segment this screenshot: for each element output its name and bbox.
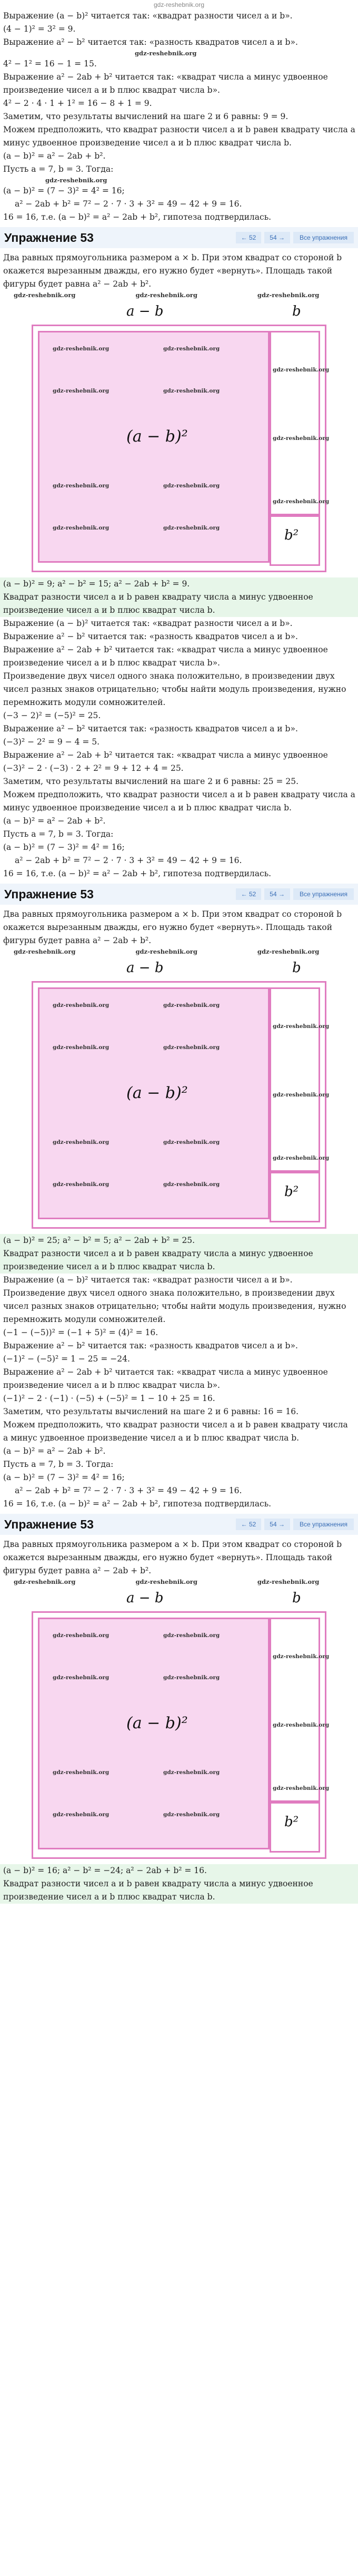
watermark: gdz-reshebnik.org <box>53 483 110 489</box>
text-line: окажется вырезанным дважды, его нужно будет «вернуть». Площадь такой <box>3 1553 333 1562</box>
section-nav <box>236 232 354 243</box>
text-line: Выражение a² − 2ab + b² читается так: «квадрат числа a минус удвоенное <box>3 72 328 82</box>
watermark: gdz-reshebnik.org <box>257 948 320 955</box>
text-line: Выражение a² − 2ab + b² читается так: «квадрат числа a минус удвоенное <box>3 645 328 654</box>
text-line: (a − b)² = a² − 2ab + b². <box>3 816 106 826</box>
text-line: минус удвоенное произведение чисел a и b плюс квадрат числа b. <box>3 138 292 148</box>
center-label: (a − b)² <box>126 1084 188 1102</box>
text-line: Выражение a² − b² читается так: «разность квадратов чисел a и b». <box>3 1341 298 1350</box>
text-line: (a − b)² = a² − 2ab + b². <box>3 1446 106 1456</box>
corner-label: b² <box>284 1814 299 1830</box>
section-nav <box>236 888 354 900</box>
watermark: gdz-reshebnik.org <box>163 346 220 352</box>
text-line: 16 = 16, т.е. (a − b)² = a² − 2ab + b², гипотеза подтвердилась. <box>3 1499 272 1509</box>
text-line: произведение чисел a и b плюс квадрат числа b». <box>3 658 220 668</box>
text-line: (a − b)² = a² − 2ab + b². <box>3 151 106 161</box>
text-line: (a − b)² = 16; a² − b² = −24; a² − 2ab + b² = 16. <box>3 1866 207 1875</box>
part1-intro <box>0 9 358 224</box>
text-line: окажется вырезанным дважды, его нужно будет «вернуть». Площадь такой <box>3 266 333 276</box>
text-line: a² − 2ab + b² = 7² − 2 · 7 · 3 + 3² = 49 − 42 + 9 = 16. <box>15 199 242 209</box>
all-exercises-button[interactable]: Все упражнения <box>293 888 354 900</box>
text-line: a² − 2ab + b² = 7² − 2 · 7 · 3 + 3² = 49 − 42 + 9 = 16. <box>15 1486 242 1495</box>
right-strip <box>270 331 320 515</box>
part2-result <box>0 1234 358 1274</box>
watermark: gdz-reshebnik.org <box>273 498 330 505</box>
text-line: Два равных прямоугольника размером a × b. При этом квадрат со стороной b <box>3 253 342 262</box>
text-line: Выражение a² − b² читается так: «разность квадратов чисел a и b». <box>3 724 298 733</box>
diagram-figure <box>21 1590 337 1864</box>
watermark: gdz-reshebnik.org <box>273 1785 330 1791</box>
site-header[interactable]: gdz-reshebnik.org <box>153 1 205 8</box>
watermark: gdz-reshebnik.org <box>163 388 220 394</box>
text-line: (a − b)² = (7 − 3)² = 4² = 16; <box>3 843 125 852</box>
text-line: Заметим, что результаты вычислений на шаге 2 и 6 равны: 25 = 25. <box>3 777 299 786</box>
watermark: gdz-reshebnik.org <box>53 388 110 394</box>
text-line: Выражение a² − 2ab + b² читается так: «квадрат числа a минус удвоенное <box>3 1367 328 1377</box>
watermark-row <box>3 947 355 956</box>
watermark: gdz-reshebnik.org <box>273 1092 330 1098</box>
text-line: окажется вырезанным дважды, его нужно будет «вернуть». Площадь такой <box>3 923 333 932</box>
corner-label: b² <box>284 527 299 543</box>
watermark: gdz-reshebnik.org <box>163 1632 220 1639</box>
right-strip <box>270 1618 320 1802</box>
section-title: Упражнение 53 <box>4 1517 94 1531</box>
watermark: gdz-reshebnik.org <box>257 291 320 299</box>
task-text <box>0 251 358 299</box>
watermark: gdz-reshebnik.org <box>14 948 76 955</box>
watermark: gdz-reshebnik.org <box>163 525 220 531</box>
text-line: (−3 − 2)² = (−5)² = 25. <box>3 711 101 720</box>
text-line: (4 − 1)² = 3² = 9. <box>3 24 76 34</box>
text-line: (a − b)² = 9; a² − b² = 15; a² − 2ab + b² = 9. <box>3 579 190 589</box>
watermark: gdz-reshebnik.org <box>53 1769 110 1776</box>
text-line: Квадрат разности чисел a и b равен квадрату числа a минус удвоенное <box>3 592 313 602</box>
text-line: Заметим, что результаты вычислений на шаге 2 и 6 равны: 16 = 16. <box>3 1407 299 1416</box>
section-nav <box>236 1519 354 1530</box>
text-line: (−3)² − 2² = 9 − 4 = 5. <box>3 737 100 747</box>
text-line: Можем предположить, что квадрат разности чисел a и b равен квадрату числа a <box>3 790 355 799</box>
watermark: gdz-reshebnik.org <box>14 1578 76 1585</box>
text-line: перемножить модули сомножителей. <box>3 698 166 707</box>
text-line: фигуры будет равна a² − 2ab + b². <box>3 1566 152 1575</box>
watermark: gdz-reshebnik.org <box>53 1674 110 1681</box>
watermark: gdz-reshebnik.org <box>53 1139 110 1145</box>
top-right-label: b <box>292 303 301 319</box>
watermark: gdz-reshebnik.org <box>53 1632 110 1639</box>
top-right-label: b <box>292 1590 301 1606</box>
prev-exercise-button[interactable]: ← 52 <box>236 888 262 900</box>
text-line: Выражение a² − b² читается так: «разность квадратов чисел a и b». <box>3 632 298 641</box>
top-right-label: b <box>292 960 301 976</box>
watermark: gdz-reshebnik.org <box>163 1674 220 1681</box>
text-line: произведение чисел a и b плюс квадрат числа b. <box>3 1262 215 1271</box>
text-line: (−1)² − 2 · (−1) · (−5) + (−5)² = 1 − 10 + 25 = 16. <box>3 1394 215 1403</box>
watermark: gdz-reshebnik.org <box>257 1578 320 1585</box>
section-title: Упражнение 53 <box>4 230 94 244</box>
watermark: gdz-reshebnik.org <box>163 483 220 489</box>
text-line: Два равных прямоугольника размером a × b. При этом квадрат со стороной b <box>3 1540 342 1549</box>
text-line: Выражение (a − b)² читается так: «квадрат разности чисел a и b». <box>3 11 293 21</box>
next-exercise-button[interactable]: 54 → <box>264 1519 290 1530</box>
watermark: gdz-reshebnik.org <box>53 346 110 352</box>
all-exercises-button[interactable]: Все упражнения <box>293 232 354 243</box>
text-line: чисел разных знаков отрицательно; чтобы найти модуль произведения, нужно <box>3 684 346 694</box>
text-line: произведение чисел a и b плюс квадрат числа b. <box>3 605 215 615</box>
part3-result <box>0 1864 358 1904</box>
part3-intro <box>0 1274 358 1511</box>
text-line: Произведение двух чисел одного знака положительно, в произведении двух <box>3 671 335 681</box>
text-line: Выражение a² − b² читается так: «разность квадратов чисел a и b». <box>3 37 298 47</box>
text-line: a минус удвоенное произведение чисел a и b плюс квадрат числа b. <box>3 1433 300 1443</box>
text-line: 4² − 2 · 4 · 1 + 1² = 16 − 8 + 1 = 9. <box>3 99 152 108</box>
part2-intro <box>0 617 358 880</box>
section-title: Упражнение 53 <box>4 887 94 901</box>
text-line: Квадрат разности чисел a и b равен квадрату числа a минус удвоенное <box>3 1879 313 1888</box>
text-line: Можем предположить, что квадрат разности чисел a и b равен квадрату числа a <box>3 125 355 134</box>
watermark: gdz-reshebnik.org <box>135 50 197 57</box>
part1-result <box>0 577 358 617</box>
text-line: перемножить модули сомножителей. <box>3 1315 166 1324</box>
next-exercise-button[interactable]: 54 → <box>264 232 290 243</box>
text-line: 16 = 16, т.е. (a − b)² = a² − 2ab + b², гипотеза подтвердилась. <box>3 869 272 878</box>
watermark: gdz-reshebnik.org <box>163 1139 220 1145</box>
text-line: Заметим, что результаты вычислений на шаге 2 и 6 равны: 9 = 9. <box>3 112 289 121</box>
text-line: произведение чисел a и b плюс квадрат числа b». <box>3 85 220 95</box>
center-label: (a − b)² <box>126 1714 188 1732</box>
section-header <box>0 1514 358 1535</box>
watermark: gdz-reshebnik.org <box>273 1653 330 1660</box>
text-line: (−3)² − 2 · (−3) · 2 + 2² = 9 + 12 + 4 = 25. <box>3 763 184 773</box>
text-line: Пусть a = 7, b = 3. Тогда: <box>3 829 114 839</box>
top-left-label: a − b <box>126 1590 164 1606</box>
watermark: gdz-reshebnik.org <box>163 1044 220 1051</box>
center-label: (a − b)² <box>126 427 188 446</box>
top-left-label: a − b <box>126 960 164 976</box>
text-line: (a − b)² = 25; a² − b² = 5; a² − 2ab + b² = 25. <box>3 1236 195 1245</box>
task-text <box>0 908 358 956</box>
top-left-label: a − b <box>126 303 164 319</box>
text-line: фигуры будет равна a² − 2ab + b². <box>3 279 152 289</box>
task-text <box>0 1538 358 1586</box>
text-line: Квадрат разности чисел a и b равен квадрату числа a минус удвоенное <box>3 1249 313 1258</box>
prev-exercise-button[interactable]: ← 52 <box>236 1519 262 1530</box>
all-exercises-button[interactable]: Все упражнения <box>293 1519 354 1530</box>
text-line: фигуры будет равна a² − 2ab + b². <box>3 936 152 945</box>
corner-label: b² <box>284 1184 299 1200</box>
watermark: gdz-reshebnik.org <box>163 1769 220 1776</box>
text-line: Выражение (a − b)² читается так: «квадрат разности чисел a и b». <box>3 619 293 628</box>
text-line: чисел разных знаков отрицательно; чтобы найти модуль произведения, нужно <box>3 1301 346 1311</box>
text-line: произведение чисел a и b плюс квадрат числа b». <box>3 1380 220 1390</box>
watermark: gdz-reshebnik.org <box>14 291 76 299</box>
text-line: (−1)² − (−5)² = 1 − 25 = −24. <box>3 1354 130 1364</box>
text-line: Произведение двух чисел одного знака положительно, в произведении двух <box>3 1288 335 1298</box>
watermark: gdz-reshebnik.org <box>53 1002 110 1008</box>
watermark: gdz-reshebnik.org <box>273 367 330 373</box>
text-line: a² − 2ab + b² = 7² − 2 · 7 · 3 + 3² = 49 − 42 + 9 = 16. <box>15 856 242 865</box>
watermark: gdz-reshebnik.org <box>163 1181 220 1188</box>
diagram-figure <box>21 303 337 577</box>
text-line: Два равных прямоугольника размером a × b. При этом квадрат со стороной b <box>3 909 342 919</box>
watermark: gdz-reshebnik.org <box>135 291 197 299</box>
text-line: Пусть a = 7, b = 3. Тогда: <box>3 164 114 174</box>
watermark: gdz-reshebnik.org <box>53 1811 110 1818</box>
prev-exercise-button[interactable]: ← 52 <box>236 232 262 243</box>
watermark: gdz-reshebnik.org <box>53 1044 110 1051</box>
section-header <box>0 227 358 248</box>
watermark-row <box>3 291 355 299</box>
watermark: gdz-reshebnik.org <box>53 1181 110 1188</box>
text-line: Можем предположить, что квадрат разности чисел a и b равен квадрату числа <box>3 1420 348 1429</box>
section-header <box>0 884 358 905</box>
watermark: gdz-reshebnik.org <box>53 525 110 531</box>
text-line: минус удвоенное произведение чисел a и b плюс квадрат числа b. <box>3 803 292 812</box>
text-line: 4² − 1² = 16 − 1 = 15. <box>3 59 97 68</box>
text-line: Пусть a = 7, b = 3. Тогда: <box>3 1460 114 1469</box>
watermark: gdz-reshebnik.org <box>273 1722 330 1728</box>
text-line: произведение чисел a и b плюс квадрат числа b. <box>3 1892 215 1902</box>
text-line: Выражение (a − b)² читается так: «квадрат разности чисел a и b». <box>3 1275 293 1285</box>
diagram-figure <box>21 960 337 1234</box>
watermark: gdz-reshebnik.org <box>273 435 330 442</box>
text-line: Выражение a² − 2ab + b² читается так: «квадрат числа a минус удвоенное <box>3 750 328 760</box>
watermark: gdz-reshebnik.org <box>135 948 197 955</box>
next-exercise-button[interactable]: 54 → <box>264 888 290 900</box>
text-line: 16 = 16, т.е. (a − b)² = a² − 2ab + b², гипотеза подтвердилась. <box>3 212 272 222</box>
watermark: gdz-reshebnik.org <box>163 1002 220 1008</box>
text-line: (−1 − (−5))² = (−1 + 5)² = (4)² = 16. <box>3 1328 158 1337</box>
text-line: (a − b)² = (7 − 3)² = 4² = 16; <box>3 186 125 195</box>
watermark: gdz-reshebnik.org <box>163 1811 220 1818</box>
watermark-row <box>3 1578 355 1586</box>
right-strip <box>270 987 320 1172</box>
text-line: (a − b)² = (7 − 3)² = 4² = 16; <box>3 1473 125 1482</box>
watermark: gdz-reshebnik.org <box>135 1578 197 1585</box>
watermark: gdz-reshebnik.org <box>273 1023 330 1030</box>
watermark: gdz-reshebnik.org <box>45 177 107 184</box>
watermark: gdz-reshebnik.org <box>273 1155 330 1161</box>
